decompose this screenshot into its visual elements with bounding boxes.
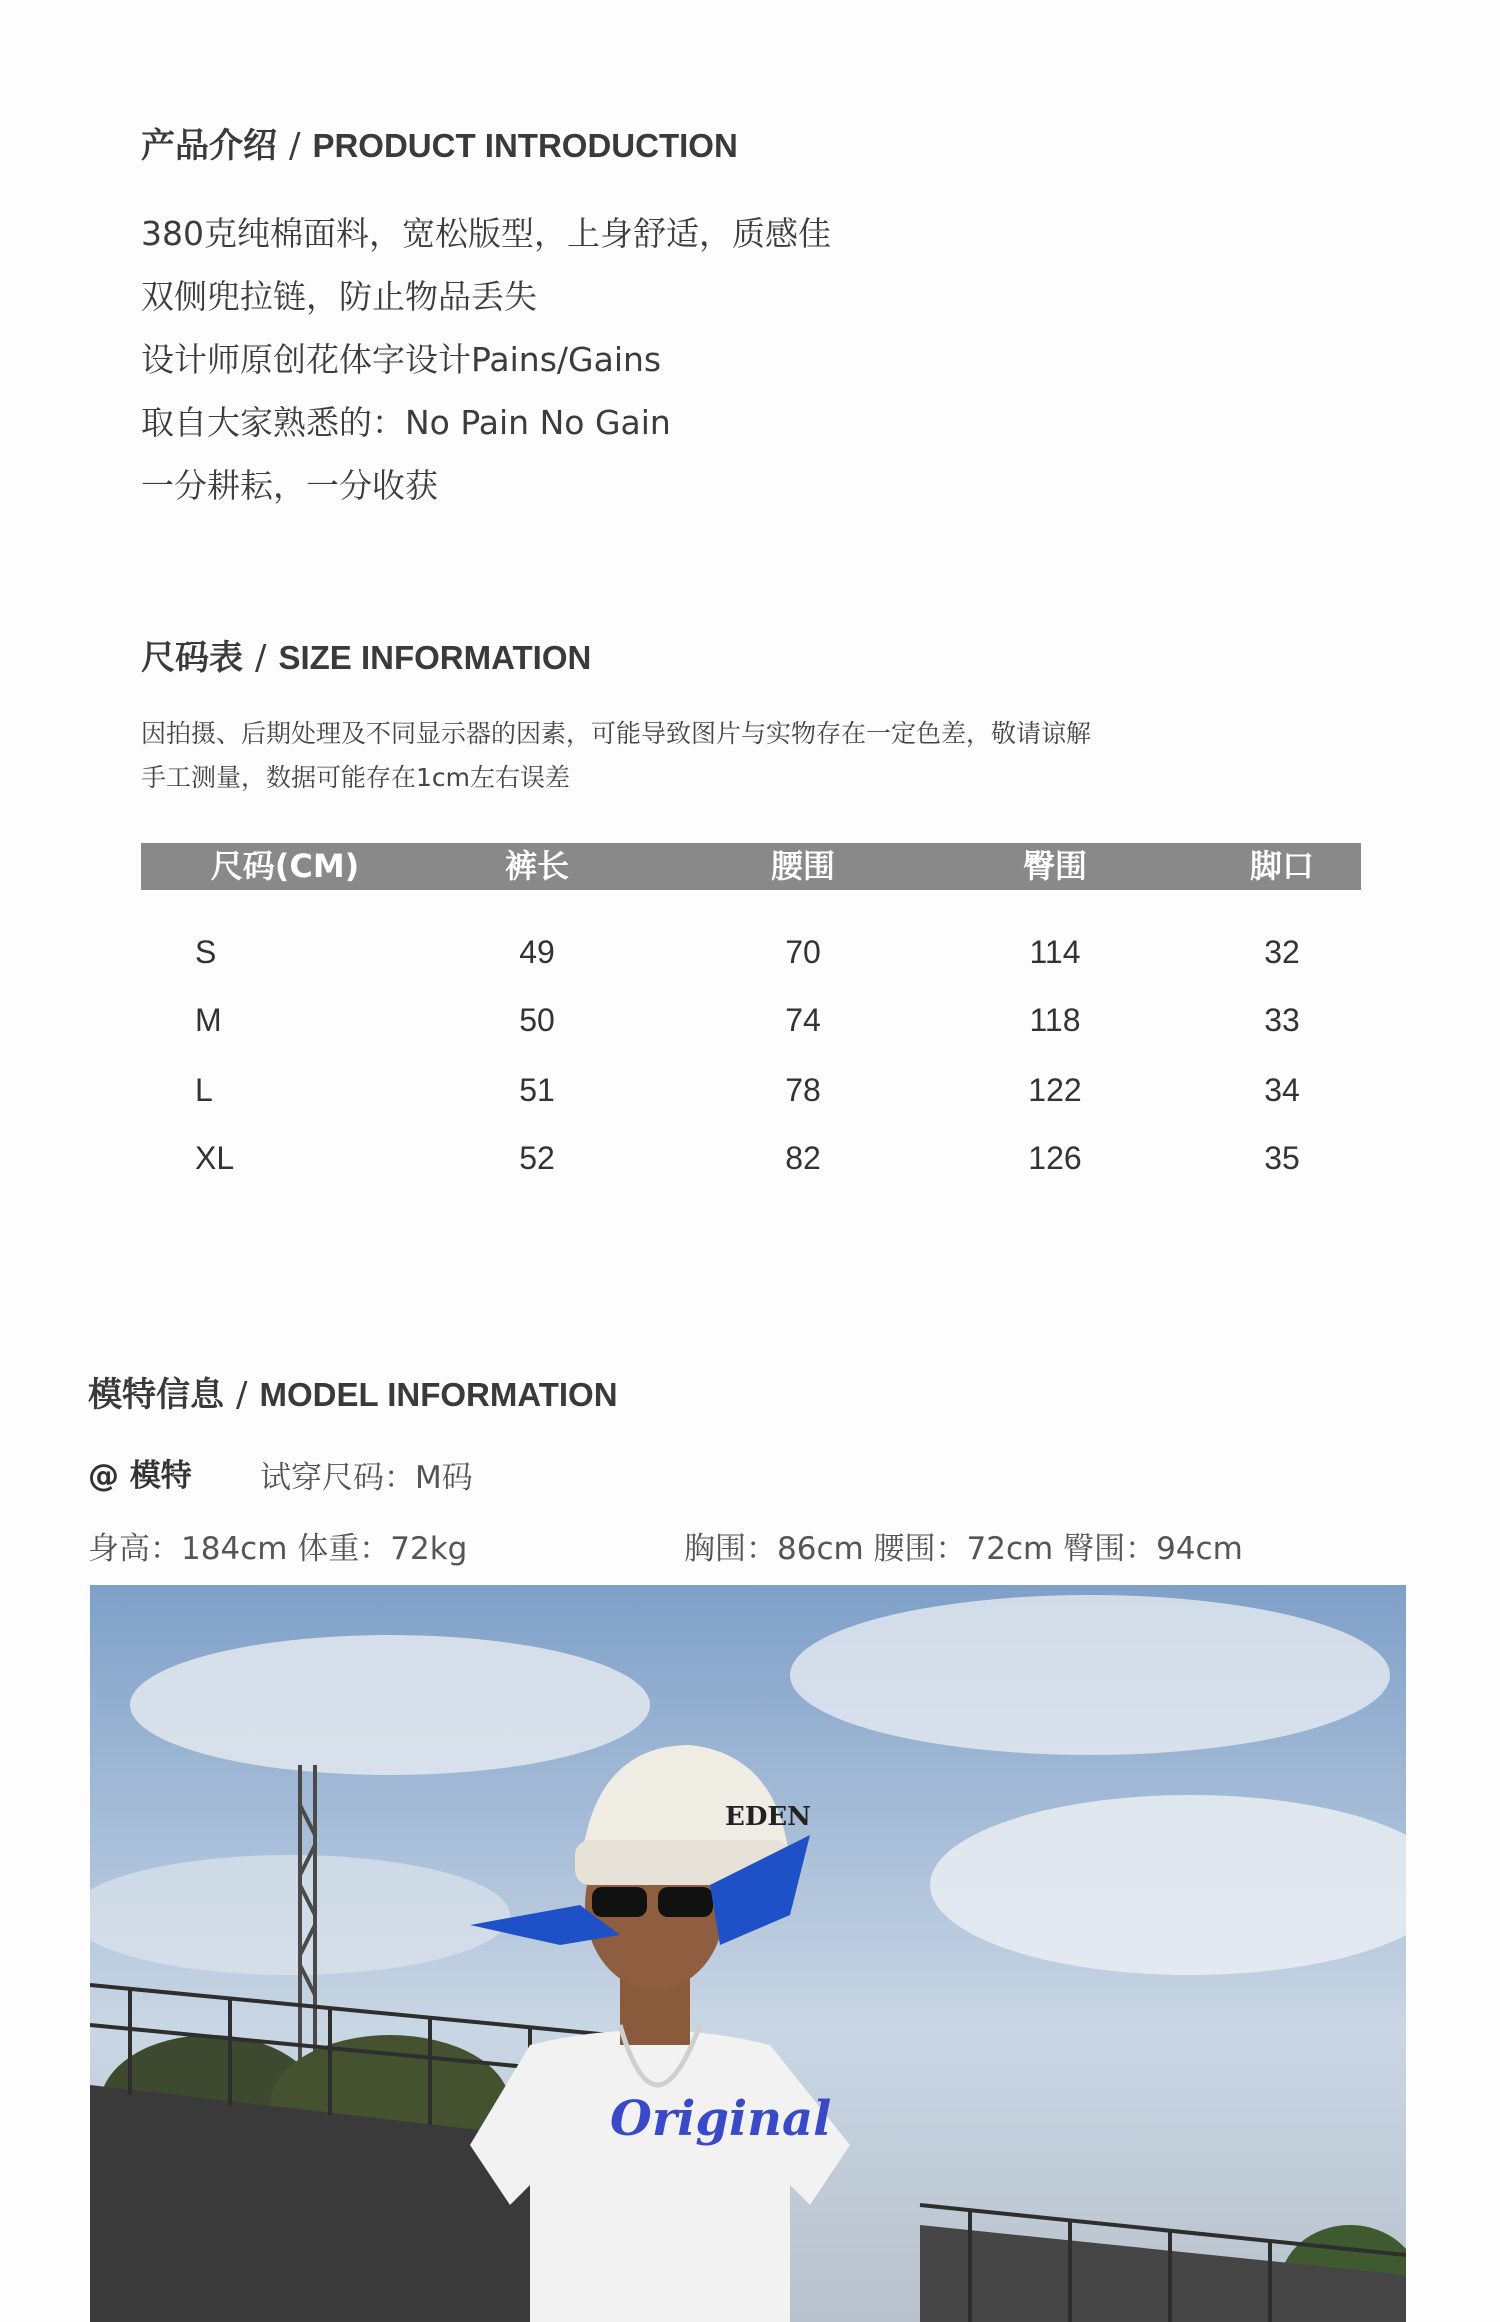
table-cell: 122	[1028, 1072, 1082, 1108]
table-header-cell: 尺码(CM)	[210, 847, 360, 885]
table-header-cell: 脚口	[1249, 847, 1315, 885]
intro-title-cn: 产品介绍	[141, 126, 277, 166]
table-cell: 52	[519, 1140, 555, 1176]
intro-line: 380克纯棉面料，宽松版型，上身舒适，质感佳	[141, 214, 831, 253]
model-trial-size: 试穿尺码：M码	[260, 1460, 473, 1496]
table-cell: 32	[1264, 934, 1300, 970]
size-table-header	[141, 843, 1361, 890]
table-cell: 78	[785, 1072, 821, 1108]
model-measurements: 胸围：86cm 腰围：72cm 臀围：94cm	[684, 1531, 1243, 1567]
table-cell: 50	[519, 1002, 555, 1038]
model-title-en: MODEL INFORMATION	[259, 1376, 618, 1413]
shirt-logo-text: Original	[610, 2091, 832, 2147]
title-slash: /	[236, 1375, 248, 1415]
table-header-cell: 裤长	[504, 847, 570, 885]
intro-line: 取自大家熟悉的：No Pain No Gain	[141, 403, 671, 442]
hat-logo-text: EDEN	[725, 1802, 811, 1832]
table-cell: 51	[519, 1072, 555, 1108]
intro-line: 一分耕耘，一分收获	[141, 466, 438, 505]
model-name	[88, 1450, 192, 1495]
model-title-cn: 模特信息	[88, 1375, 224, 1415]
model-height-weight: 身高：184cm 体重：72kg	[88, 1531, 468, 1567]
model-section-title	[88, 1367, 618, 1416]
table-header-cell: 臀围	[1022, 847, 1088, 885]
title-slash: /	[289, 126, 301, 166]
model-name-label: @ 模特	[88, 1458, 192, 1494]
table-cell: 33	[1264, 1002, 1300, 1038]
size-note: 手工测量，数据可能存在1cm左右误差	[141, 763, 571, 792]
model-photo-illustration	[90, 1585, 1406, 2322]
table-cell: XL	[195, 1140, 235, 1176]
table-cell: 114	[1029, 934, 1081, 970]
model-photo	[90, 1585, 1406, 2322]
intro-line: 双侧兜拉链，防止物品丢失	[141, 277, 537, 316]
table-cell: 49	[519, 934, 555, 970]
title-slash: /	[255, 638, 267, 678]
table-cell: 82	[785, 1140, 821, 1176]
intro-title-en: PRODUCT INTRODUCTION	[312, 127, 738, 164]
table-cell: 35	[1264, 1140, 1300, 1176]
size-title-en: SIZE INFORMATION	[278, 639, 592, 676]
table-cell: 74	[785, 1002, 821, 1038]
intro-section-title	[141, 118, 738, 167]
table-cell: S	[195, 934, 217, 970]
size-title-cn: 尺码表	[141, 638, 243, 678]
table-header-cell: 腰围	[770, 847, 836, 885]
table-cell: 34	[1264, 1072, 1300, 1108]
intro-line: 设计师原创花体字设计Pains/Gains	[141, 340, 662, 379]
table-cell: 70	[785, 934, 821, 970]
table-cell: 126	[1028, 1140, 1082, 1176]
table-cell: 118	[1029, 1002, 1081, 1038]
size-section-title	[141, 630, 591, 679]
table-cell: M	[195, 1002, 222, 1038]
table-cell: L	[195, 1072, 213, 1108]
size-note: 因拍摄、后期处理及不同显示器的因素，可能导致图片与实物存在一定色差，敬请谅解	[141, 719, 1092, 748]
